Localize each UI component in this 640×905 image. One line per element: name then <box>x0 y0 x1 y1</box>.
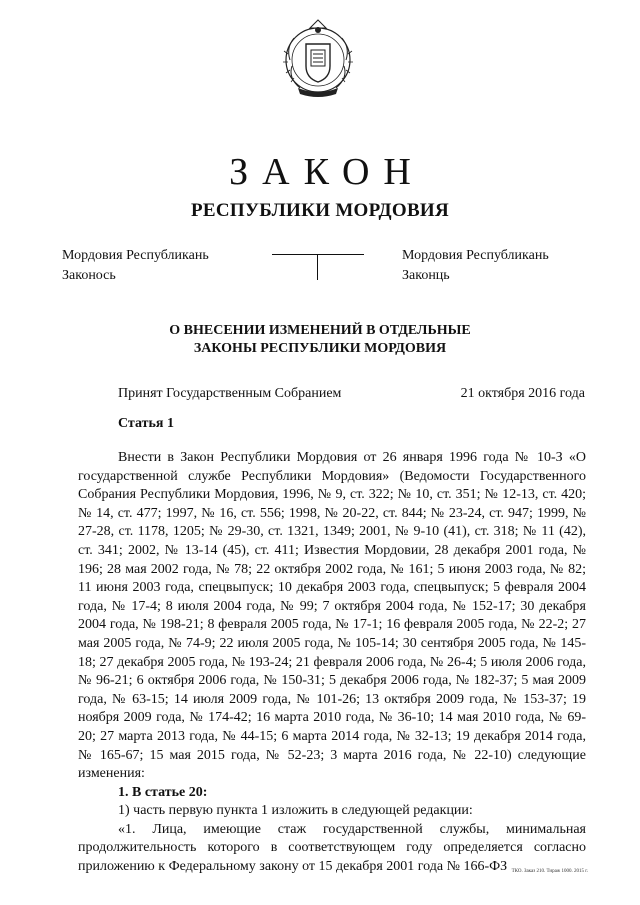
document-title-line-1: О ВНЕСЕНИИ ИЗМЕНЕНИЙ В ОТДЕЛЬНЫЕ <box>169 323 471 338</box>
moksha-heading <box>62 246 209 286</box>
article-heading: Статья 1 <box>118 416 174 431</box>
paragraph: 1. В статье 20: <box>118 784 208 800</box>
erzya-heading-line-1: Мордовия Республикань <box>402 248 549 263</box>
print-info: ТКО. Заказ 210. Тираж 1000. 2015 г. <box>511 869 588 874</box>
paragraph: Внести в Закон Республики Мордовия от 26 января 1996 года № 10-З «О государственной службе Республики Мордовия» (Ведомости Государственного Собрания Республики Мордовия, 1996, № 9, ст. 322; № 10, ст. 351; № 12-13, ст. 420; № 14, ст. 477; 1997, № 16, ст. 556; 1998, № 20-22, ст. 844; № 23-24, ст. 947; 1999, № 27-28, ст. 1178, 1205; № 29-30, ст. 1321, 1349; 2001, № 9-10 (41), ст. 318; № 11 (42), ст. 341; 2002, № 13-14 (45), ст. 411; Известия Мордовии, 28 декабря 2001 года, № 196; 28 мая 2002 года, № 78; 22 октября 2002 года, № 161; 5 июня 2003 года, № 82; 11 июня 2003 года, спецвыпуск; 10 декабря 2003 года, спецвыпуск; 5 февраля 2004 года, № 17-4; 8 июля 2004 года, № 99; 7 октября 2004 года, № 152-17; 30 декабря 2004 года, № 198-21; 8 февраля 2005 года, № 17-1; 16 февраля 2005 года, № 22-2; 27 мая 2005 года, № 74-9; 22 июля 2005 года, № 105-14; 30 сентября 2005 года, № 145-18; 27 декабря 2005 года, № 193-24; 21 февраля 2006 года, № 26-4; 5 июля 2006 года, № 96-21; 6 октября 2006 года, № 150-31; 5 декабря 2006 года, № 182-37; 5 мая 2009 года, № 63-15; 14 июля 2009 года, № 101-26; 13 октября 2009 года, № 153-37; 19 ноября 2009 года, № 174-42; 16 марта 2010 года, № 36-10; 14 мая 2010 года, № 69-20; 27 марта 2013 года, № 44-15; 6 марта 2014 года, № 32-13; 19 декабря 2014 года, № 165-67; 15 мая 2015 года, № 52-23; 3 марта 2016 года, № 22-10) следующие изменения: <box>78 450 586 782</box>
header-divider-horizontal <box>272 254 364 255</box>
erzya-heading <box>402 246 549 286</box>
republic-name: РЕСПУБЛИКИ МОРДОВИЯ <box>190 200 450 221</box>
paragraph: 1) часть первую пункта 1 изложить в следующей редакции: <box>118 803 473 819</box>
moksha-heading-line-2: Законось <box>62 268 116 283</box>
adopted-by: Принят Государственным Собранием <box>118 386 342 401</box>
document-title-line-2: ЗАКОНЫ РЕСПУБЛИКИ МОРДОВИЯ <box>193 341 447 356</box>
moksha-heading-line-1: Мордовия Республикань <box>62 248 209 263</box>
coat-of-arms-icon <box>276 18 360 98</box>
header-divider-vertical <box>317 254 318 280</box>
paragraph: «1. Лица, имеющие стаж государственной службы, минимальная продолжительность которого в соответствующем году определяется согласно приложению к Федеральному закону от 15 декабря 2001 года № 166-ФЗ <box>78 821 586 875</box>
article-body <box>78 449 586 877</box>
law-title: ЗАКОН <box>229 151 425 193</box>
erzya-heading-line-2: Законць <box>402 268 450 283</box>
adopted-date: 21 октября 2016 года <box>460 386 585 401</box>
document-title <box>0 322 640 358</box>
